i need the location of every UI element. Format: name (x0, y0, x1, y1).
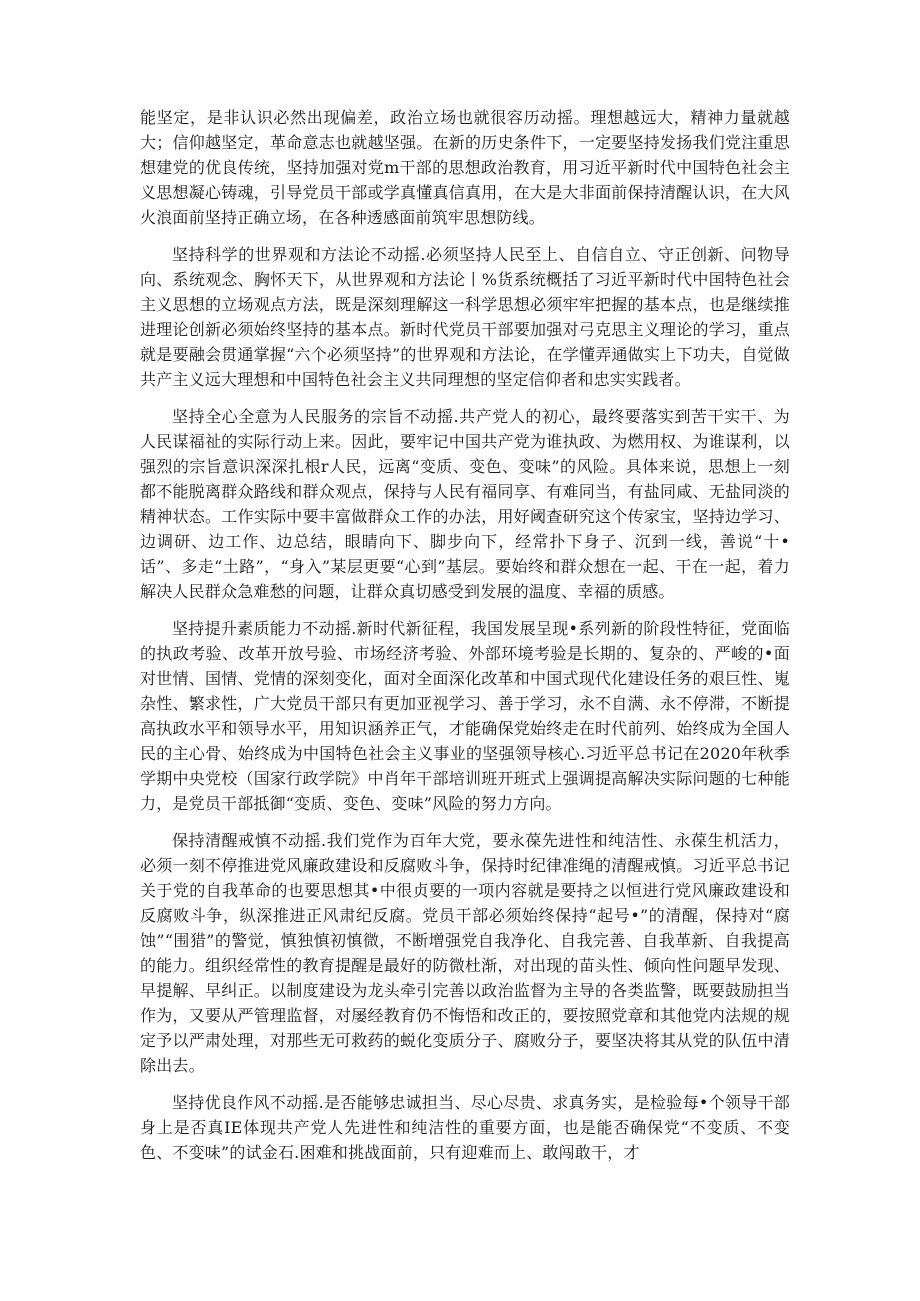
paragraph-work-style: 坚持优良作风不动摇.是否能够忠诚担当、尽心尽贵、求真务实，是检验每•个领导干部身上是否真IE体现共产党人先进性和纯洁性的重要方面，也是能否确保党“不变质、不变色、不变味”的试金石.困难和挑战面前，只有迎难而上、敢闯敢干，才 (140, 1093, 790, 1162)
paragraph-worldview: 坚持科学的世界观和方法论不动摇.必须坚持人民至上、自信自立、守正创新、问物导向、系统观念、胸怀天下，从世界观和方法论丨%货系统概括了习近平新时代中国特色社会主义思想的立场观点方法，既是深刻理解这一科学思想必须牢牢把握的基本点，也是继续推进理论创新必须始终坚持的基本点。新时代党员干部要加强对弓克思主义理论的学习，重点就是要融会贯通掌握“六个必须坚持”的世界观和方法论，在学懂弄通做实上下功夫，自觉做共产主义远大理想和中国特色社会主义共同理想的坚定信仰者和忠实实践者。 (140, 245, 790, 389)
paragraph-ideals: 能坚定，是非认识必然出现偏差，政治立场也就很容历动摇。理想越远大，精神力量就越大；信仰越坚定，革命意志也就越坚强。在新的历史条件下，一定要坚持发扬我们党注重思想建党的优良传统，坚持加强对党m干部的思想政治教育，用习近平新时代中国特色社会主义思想凝心铸魂，引导党员干部或学真懂真信真用，在大是大非面前保持清醒认识，在大风火浪面前坚持正确立场，在各种透感面前筑牢思想防线。 (140, 108, 790, 227)
paragraph-vigilance: 保持清醒戒慎不动摇.我们党作为百年大党，要永葆先进性和纯洁性、永葆生机活力，必须一刻不停推进党风廉政建设和反腐败斗争，保持时纪律准绳的清醒戒慎。习近平总书记关于党的自我革命的也要思想其•中很贞要的一项内容就是要持之以恒进行党风廉政建设和反腐败斗争，纵深推进正风肃纪反腐。党员干部必须始终保持“起号•”的清醒，保持对“腐蚀”“围猎”的警觉，慎独慎初慎微，不断增强党自我净化、自我完善、自我革新、自我提高的能力。组织经常性的教育提醒是最好的防微杜渐，对出现的苗头性、倾向性问题早发现、早提解、早纠正。以制度建设为龙头牵引完善以政治监督为主导的各类监警，既要鼓励担当作为，又要从严管理监督，对屡经教育仍不悔悟和改正的，要按照党章和其他党内法规的规定予以严肃处理，对那些无可救药的蜕化变质分子、腐败分子，要坚决将其从党的队伍中清除出去。 (140, 831, 790, 1075)
paragraph-serve-people: 坚持全心全意为人民服务的宗旨不动摇.共产党人的初心，最终要落实到苦干实干、为人民谋福祉的实际行动上来。因此，要牢记中国共产党为谁执政、为燃用权、为谁谋利，以强烈的宗旨意识深深扎根r人民，远离“变质、变色、变味”的风险。具体来说，思想上一刻都不能脱离群众路线和群众观点，保持与人民有福同享、有难同当，有盐同咸、无盐同淡的精神状态。工作实际中要丰富做群众工作的办法，用好阈查研究这个传家宝，坚持边学习、边调研、边工作、边总结，眼睛向下、脚步向下，经常扑下身子、沉到一线，善说“十•话”、多走“土路”，“身入”某层更要“心到”基层。要始终和群众想在一起、干在一起，着力解决人民群众急难愁的问题，让群众真切感受到发展的温度、幸福的质感。 (140, 407, 790, 601)
document-page (140, 105, 790, 1177)
paragraph-ability: 坚持提升素质能力不动摇.新时代新征程，我国发展呈现•系列新的阶段性特征，党面临的执政考验、改革开放号验、市场经济考验、外部环境考验是长期的、复杂的、严峻的•面对世情、国情、党情的深刻变化，面对全面深化改革和中国式现代化建设任务的艰巨性、嵬杂性、繁求性，广大党员干部只有更加亚视学习、善于学习，永不自满、永不停滞，不断提高执政水平和领导水平，用知识涵养正气，才能确保党始终走在时代前列、始终成为全国人民的主心骨、始终成为中国特色社会主义事业的坚强领导核心.习近平总书记在2020年秋季学期中央党校（国家行政学院》中肖年干部培训班开班式上强调提高解决实际问题的七种能力，是党员干部抵御“变质、变色、变味”风险的努力方向。 (140, 619, 790, 813)
